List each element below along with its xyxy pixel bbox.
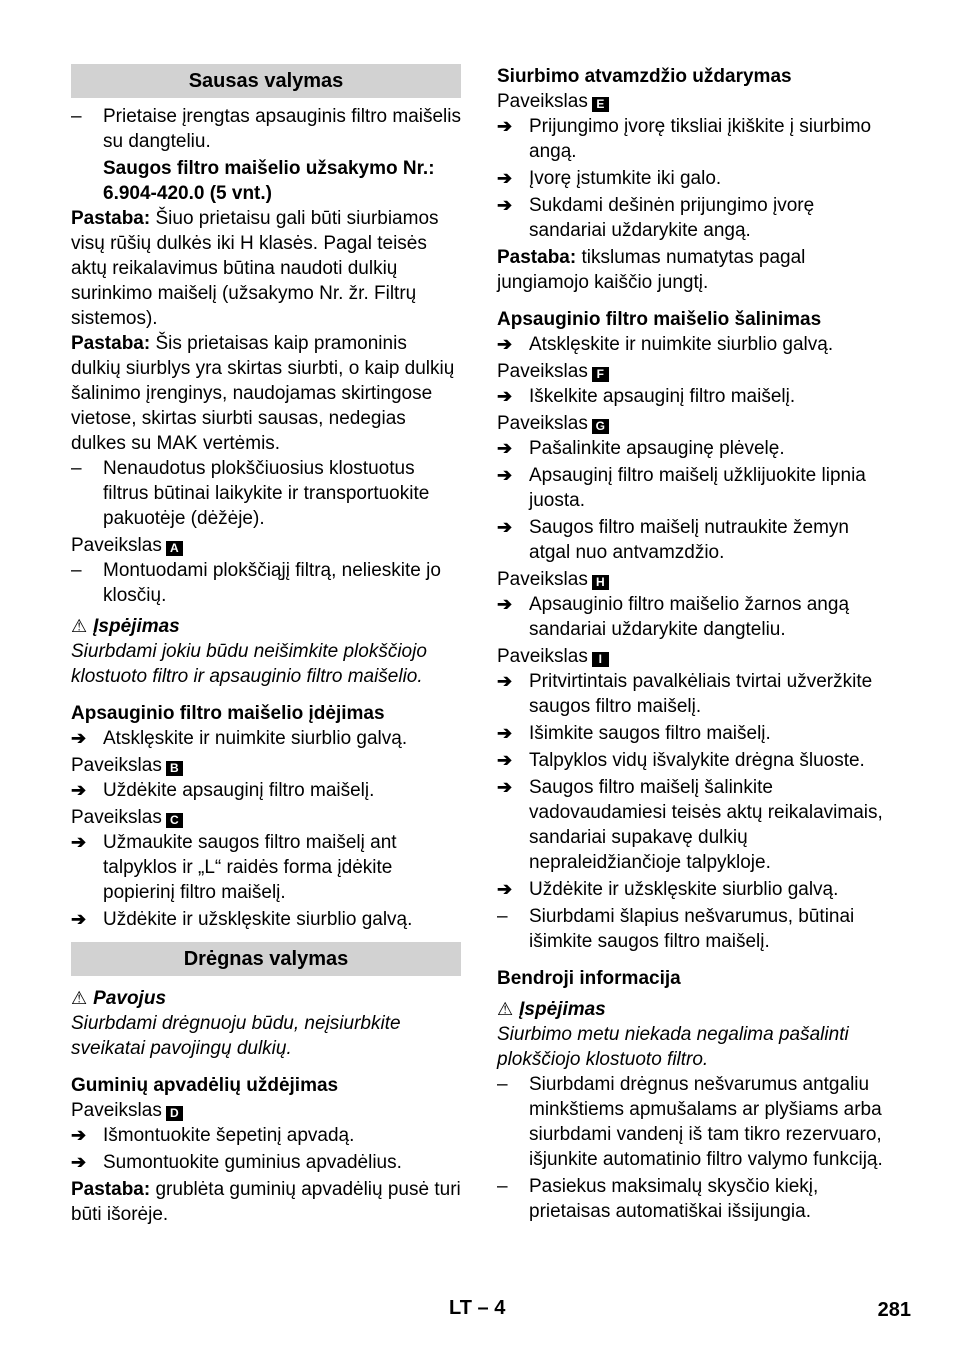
figure-letter-badge: C bbox=[166, 813, 183, 828]
arrow-right-icon: ➔ bbox=[71, 1125, 87, 1145]
section-band-wet: Drėgnas valymas bbox=[71, 942, 461, 976]
step-item: ➔ Uždėkite ir užsklęskite siurblio galvą. bbox=[497, 879, 839, 900]
arrow-right-icon: ➔ bbox=[497, 334, 513, 354]
subheading: Siurbimo atvamzdžio uždarymas bbox=[497, 66, 792, 87]
footer-language: LT – 4 bbox=[449, 1297, 506, 1319]
arrow-right-icon: ➔ bbox=[71, 909, 87, 929]
step-item: ➔ Atsklęskite ir nuimkite siurblio galvą. bbox=[71, 728, 408, 749]
dash-marker: – bbox=[71, 458, 82, 479]
arrow-right-icon: ➔ bbox=[497, 671, 513, 691]
danger-text: Siurbdami drėgnuoju būdu, neįsiurbkite sveikatai pavojingų dulkių. bbox=[71, 1013, 401, 1059]
figure-letter-badge: H bbox=[592, 575, 609, 590]
figure-reference: Paveikslas G bbox=[497, 411, 885, 436]
step-item: ➔ Sukdami dešinėn prijungimo įvorę sandariai uždarykite angą. bbox=[497, 195, 815, 241]
dash-marker: – bbox=[71, 560, 82, 581]
order-label: Saugos filtro maišelio užsakymo Nr.: bbox=[103, 158, 435, 179]
warning-triangle-icon: ⚠ bbox=[71, 616, 88, 636]
figure-reference: Paveikslas D bbox=[71, 1098, 461, 1123]
figure-reference: Paveikslas F bbox=[497, 359, 885, 384]
warning-heading: ⚠ Įspėjimas bbox=[71, 616, 180, 637]
figure-letter-badge: E bbox=[592, 97, 609, 112]
step-item: ➔ Įvorę įstumkite iki galo. bbox=[497, 168, 722, 189]
arrow-right-icon: ➔ bbox=[497, 168, 513, 188]
arrow-right-icon: ➔ bbox=[497, 594, 513, 614]
step-item: ➔ Sumontuokite guminius apvadėlius. bbox=[71, 1152, 402, 1173]
arrow-right-icon: ➔ bbox=[71, 780, 87, 800]
step-item: ➔ Uždėkite ir užsklęskite siurblio galvą. bbox=[71, 909, 413, 930]
figure-reference: Paveikslas B bbox=[71, 753, 461, 778]
list-item: – Pasiekus maksimalų skysčio kiekį, prietaisas automatiškai išsijungia. bbox=[497, 1176, 819, 1222]
step-item: ➔ Uždėkite apsauginį filtro maišelį. bbox=[71, 780, 375, 801]
note-paragraph: Pastaba: tikslumas numatytas pagal jungiamojo kaiščio jungtį. bbox=[497, 247, 806, 293]
list-item: – Prietaise įrengtas apsauginis filtro maišelis su dangteliu. bbox=[71, 106, 461, 152]
figure-letter-badge: F bbox=[592, 367, 609, 382]
arrow-right-icon: ➔ bbox=[497, 386, 513, 406]
dash-marker: – bbox=[71, 106, 82, 127]
figure-reference: Paveikslas C bbox=[71, 805, 461, 830]
warning-triangle-icon: ⚠ bbox=[497, 999, 514, 1019]
warning-heading: ⚠ Įspėjimas bbox=[497, 999, 606, 1020]
figure-reference: Paveikslas I bbox=[497, 644, 885, 669]
arrow-right-icon: ➔ bbox=[71, 1152, 87, 1172]
note-paragraph: Pastaba: Šiuo prietaisu gali būti siurbiamos visų rūšių dulkės iki H klasės. Pagal teisės aktų reikalavimus būtina naudoti dulkių surinkimo maišelį (užsakymo Nr. žr. Filtrų sistemos). bbox=[71, 208, 439, 329]
figure-letter-badge: A bbox=[166, 541, 183, 556]
figure-letter-badge: G bbox=[592, 419, 609, 434]
arrow-right-icon: ➔ bbox=[497, 195, 513, 215]
dash-marker: – bbox=[497, 906, 508, 927]
danger-heading: ⚠ Pavojus bbox=[71, 988, 167, 1009]
step-item: ➔ Apsauginį filtro maišelį užklijuokite lipnia juosta. bbox=[497, 465, 866, 511]
arrow-right-icon: ➔ bbox=[497, 465, 513, 485]
arrow-right-icon: ➔ bbox=[497, 438, 513, 458]
arrow-right-icon: ➔ bbox=[497, 777, 513, 797]
step-item: ➔ Iškelkite apsauginį filtro maišelį. bbox=[497, 386, 796, 407]
order-number: 6.904-420.0 (5 vnt.) bbox=[103, 183, 272, 204]
figure-letter-badge: I bbox=[592, 652, 609, 667]
step-item: ➔ Išmontuokite šepetinį apvadą. bbox=[71, 1125, 355, 1146]
arrow-right-icon: ➔ bbox=[497, 750, 513, 770]
subheading: Guminių apvadėlių uždėjimas bbox=[71, 1075, 339, 1096]
figure-reference: Paveikslas E bbox=[497, 89, 885, 114]
step-item: ➔ Saugos filtro maišelį šalinkite vadovaudamiesi teisės aktų reikalavimais, sandariai supakavę dulkių nepraleidžiančioje talpykloje. bbox=[497, 777, 883, 873]
list-item: – Montuodami plokščiąjį filtrą, nelieskite jo klosčių. bbox=[71, 560, 441, 606]
step-item: ➔ Talpyklos vidų išvalykite drėgna šluoste. bbox=[497, 750, 865, 771]
figure-reference: Paveikslas H bbox=[497, 567, 885, 592]
right-column bbox=[497, 64, 885, 1226]
arrow-right-icon: ➔ bbox=[71, 832, 87, 852]
arrow-right-icon: ➔ bbox=[497, 723, 513, 743]
arrow-right-icon: ➔ bbox=[71, 728, 87, 748]
list-item: – Siurbdami šlapius nešvarumus, būtinai išimkite saugos filtro maišelį. bbox=[497, 906, 855, 952]
subheading: Apsauginio filtro maišelio įdėjimas bbox=[71, 703, 385, 724]
step-item: ➔ Pritvirtintais pavalkėliais tvirtai užveržkite saugos filtro maišelį. bbox=[497, 671, 873, 717]
page-number: 281 bbox=[877, 1299, 911, 1321]
note-paragraph: Pastaba: grublėta guminių apvadėlių pusė turi būti išorėje. bbox=[71, 1179, 461, 1225]
figure-letter-badge: D bbox=[166, 1106, 183, 1121]
warning-text: Siurbimo metu niekada negalima pašalinti plokščiojo klostuoto filtro. bbox=[497, 1024, 849, 1070]
figure-reference: Paveikslas A bbox=[71, 533, 461, 558]
step-item: ➔ Prijungimo įvorę tiksliai įkiškite į siurbimo angą. bbox=[497, 116, 872, 162]
arrow-right-icon: ➔ bbox=[497, 517, 513, 537]
step-item: ➔ Saugos filtro maišelį nutraukite žemyn atgal nuo antvamzdžio. bbox=[497, 517, 849, 563]
warning-triangle-icon: ⚠ bbox=[71, 988, 88, 1008]
list-item: – Siurbdami drėgnus nešvarumus antgaliu minkštiems apmušalams ar plyšiams arba siurbdami vandenį iš tam tikro rezervuaro, išjunkite automatinio filtro valymo funkciją. bbox=[497, 1074, 883, 1170]
warning-text: Siurbdami jokiu būdu neišimkite plokščiojo klostuoto filtro ir apsauginio filtro maišelio. bbox=[71, 641, 427, 687]
note-paragraph: Pastaba: Šis prietaisas kaip pramoninis dulkių siurblys yra skirtas siurbti, o kaip dulkių šalinimo įrenginys, naudojamas skirtingose vietose, skirtas siurbti sausas, nedegias dulkes su MAK vertėmis. bbox=[71, 333, 455, 454]
subheading: Bendroji informacija bbox=[497, 968, 681, 989]
step-item: ➔ Apsauginio filtro maišelio žarnos angą sandariai uždarykite dangteliu. bbox=[497, 594, 850, 640]
step-item: ➔ Pašalinkite apsauginę plėvelę. bbox=[497, 438, 785, 459]
list-item: – Nenaudotus plokščiuosius klostuotus filtrus būtinai laikykite ir transportuokite pakuotėje (dėžėje). bbox=[71, 458, 430, 529]
dash-marker: – bbox=[497, 1176, 508, 1197]
step-item: ➔ Užmaukite saugos filtro maišelį ant talpyklos ir „L“ raidės forma įdėkite popierinį filtro maišelį. bbox=[71, 832, 397, 903]
subheading: Apsauginio filtro maišelio šalinimas bbox=[497, 309, 822, 330]
figure-letter-badge: B bbox=[166, 761, 183, 776]
dash-marker: – bbox=[497, 1074, 508, 1095]
arrow-right-icon: ➔ bbox=[497, 879, 513, 899]
section-band-dry: Sausas valymas bbox=[71, 64, 461, 98]
step-item: ➔ Atsklęskite ir nuimkite siurblio galvą. bbox=[497, 334, 834, 355]
arrow-right-icon: ➔ bbox=[497, 116, 513, 136]
left-column bbox=[71, 64, 461, 1227]
step-item: ➔ Išimkite saugos filtro maišelį. bbox=[497, 723, 771, 744]
